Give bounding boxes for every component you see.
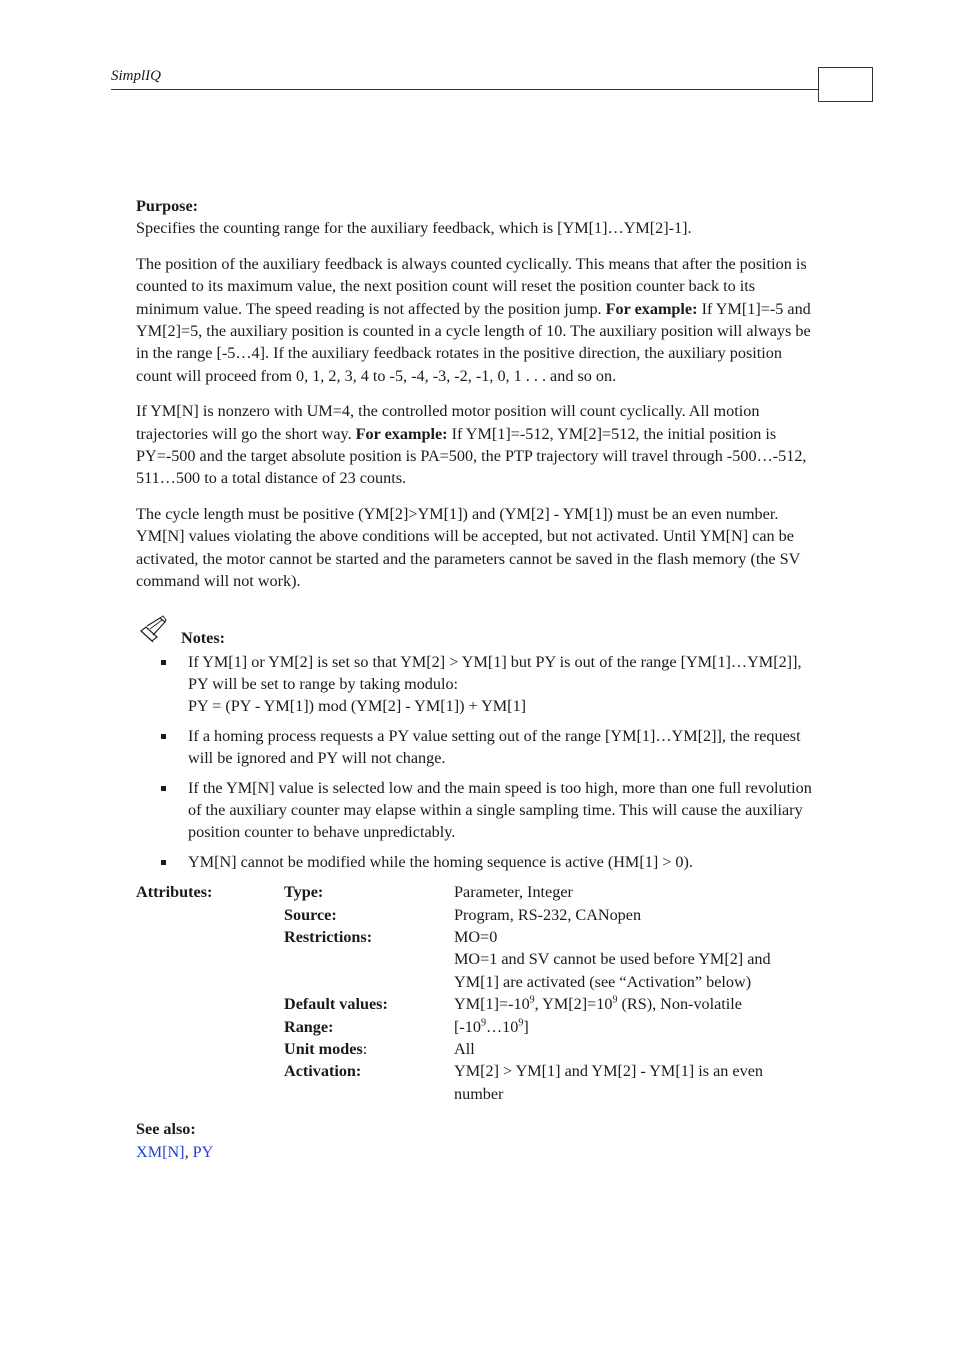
purpose-label: Purpose: [136,197,199,215]
default-text: (RS), Non-volatile [617,995,742,1014]
exponent: 9 [518,1017,524,1029]
notes-list [136,651,820,874]
range-text: ] [523,1017,529,1036]
note-text: YM[N] cannot be modified while the homing sequence is active (HM[1] > 0). [188,852,693,871]
purpose-summary: Specifies the counting range for the auxiliary feedback, which is [YM[1]…YM[2]-1]. [136,219,692,238]
attribute-row-restrictions [136,926,820,948]
link-xm[interactable]: XM[N] [136,1142,185,1161]
attribute-row-range [136,1016,820,1038]
list-item [136,725,820,770]
attribute-value: YM[2] > YM[1] and YM[2] - YM[1] is an even number [454,1062,763,1103]
link-separator: , [184,1142,193,1161]
attribute-key: Range: [284,1017,334,1036]
modulo-formula: PY = (PY - YM[1]) mod (YM[2] - YM[1]) + YM[1] [188,697,527,716]
default-text: , YM[2]=10 [534,995,613,1014]
paragraph-text: If YM[1]=-512, YM[2]=512, the initial position is PY=-500 and the target absolute position is PA=500, the PTP trajectory will travel through -500…-512, 511…500 to a total distance of 23 counts. [136,424,807,488]
list-item [136,851,820,873]
attribute-value: Parameter, Integer [454,883,573,902]
bullet-icon [161,860,166,865]
attribute-value: All [454,1040,475,1058]
paragraph-short-way [136,400,820,490]
attribute-row-type [136,881,820,903]
attribute-colon: : [362,1040,368,1058]
attribute-row-restrictions-cont [136,948,820,993]
paragraph-cyclic-counting [136,253,820,387]
example-label: For example: [355,424,448,443]
attribute-key: Type: [284,883,324,902]
attribute-key: Source: [284,905,337,924]
see-also-section [136,1118,820,1163]
paragraph-text: The position of the auxiliary feedback is always counted cyclically. This means that after the position is counted to its maximum value, the next position count will reset the position counter back to its minimum value. The speed reading is not affected by the position jump. [136,254,807,318]
example-label: For example: [605,299,698,318]
attributes-table [136,881,820,1105]
notes-label: Notes: [181,628,226,647]
note-text: If YM[1] or YM[2] is set so that YM[2] > YM[1] but PY is out of the range [YM[1]…YM[2]], PY will be set to range by taking modulo: [188,652,802,693]
default-text: YM[1]=-10 [454,995,530,1014]
see-also-links [136,1141,820,1163]
exponent: 9 [480,1017,486,1029]
attribute-key: Unit modes [284,1040,363,1058]
page-number-box [818,67,873,102]
note-text: If the YM[N] value is selected low and the main speed is too high, more than one full revolution of the auxiliary counter may elapse within a single sampling time. This will cause the auxiliary position counter to behave unpredictably. [188,778,812,842]
attribute-value: MO=0 [454,927,498,946]
attributes-label: Attributes: [136,883,213,902]
header-rule [111,89,819,90]
bullet-icon [161,734,166,739]
exponent: 9 [529,994,535,1006]
bullet-icon [161,660,166,665]
attribute-value [454,993,814,1015]
note-pencil-icon [138,615,168,645]
attribute-value: Program, RS-232, CANopen [454,905,642,924]
link-py[interactable]: PY [192,1142,214,1161]
paragraph-text: If YM[1]=-5 and YM[2]=5, the auxiliary position is counted in a cycle length of 10. The auxiliary position will always be in the range [-5…4]. If the auxiliary feedback rotates in the positive direction, the auxiliary position count will proceed from 0, 1, 2, 3, 4 to -5, -4, -3, -2, -1, 0, 1 . . . and so on. [136,299,811,385]
attribute-row-default [136,993,820,1015]
list-item [136,651,820,718]
attribute-value [454,1016,814,1038]
attribute-key: Default values: [284,995,388,1014]
paragraph-cycle-length: The cycle length must be positive (YM[2]>YM[1]) and (YM[2] - YM[1]) must be an even number. YM[N] values violating the above conditions will be accepted, but not activated. Until YM[N] can be activated, the motor cannot be started and the parameters cannot be saved in the flash memory (the SV command will not work). [136,504,801,591]
notes-heading [136,615,820,645]
document-header-title: SimplIQ [111,68,161,84]
attribute-value: MO=1 and SV cannot be used before YM[2] and YM[1] are activated (see “Activation” below) [454,950,771,991]
attribute-row-unit-modes [136,1038,820,1060]
paragraph-text: If YM[N] is nonzero with UM=4, the controlled motor position will count cyclically. All motion trajectories will go the short way. [136,402,760,443]
note-text: If a homing process requests a PY value setting out of the range [YM[1]…YM[2]], the request will be ignored and PY will not change. [188,726,801,768]
attribute-key: Activation: [284,1062,362,1081]
range-text: …10 [485,1017,519,1036]
attribute-row-source [136,904,820,926]
attribute-key: Restrictions: [284,927,373,946]
range-text: [-10 [454,1017,481,1036]
attribute-row-activation [136,1060,820,1105]
exponent: 9 [612,994,618,1006]
main-content [136,195,820,1163]
see-also-label: See also: [136,1120,196,1139]
bullet-icon [161,786,166,791]
list-item [136,777,820,844]
